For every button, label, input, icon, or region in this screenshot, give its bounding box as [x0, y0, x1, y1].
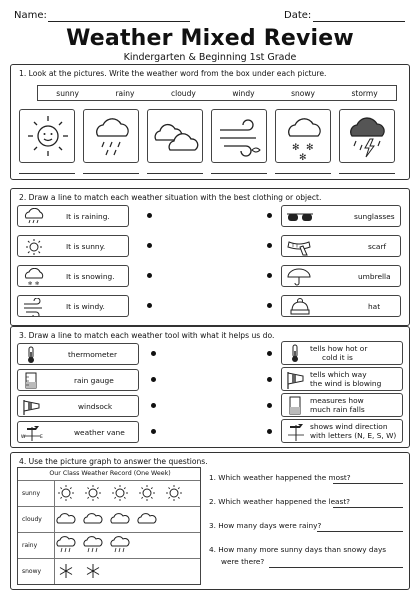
- situation-label: It is windy.: [66, 302, 105, 311]
- situation-windy: [17, 295, 129, 317]
- rain-gauge-icon: [21, 372, 41, 390]
- object-label: hat: [368, 302, 381, 311]
- match-dot-right[interactable]: [267, 213, 272, 218]
- object-sunglasses: [281, 205, 401, 227]
- graph-mark-rainy: [111, 537, 129, 552]
- section-3: [10, 326, 410, 448]
- question-2: 2. Which weather happened the least?: [209, 497, 351, 506]
- word-windy: windy: [232, 88, 255, 98]
- snow-cloud-icon: [276, 110, 332, 164]
- use-label: the wind is blowing: [310, 379, 382, 388]
- object-hat: [281, 295, 401, 317]
- match-dot-right[interactable]: [267, 403, 272, 408]
- picture-graph: [17, 467, 201, 585]
- use-label: tells which way: [310, 370, 367, 379]
- word-box: [37, 85, 397, 101]
- svg-text:✻: ✻: [299, 153, 307, 163]
- match-dot-right[interactable]: [267, 303, 272, 308]
- picture-box-1: [19, 109, 75, 163]
- winter-hat-icon: [285, 298, 315, 316]
- windsock-icon: [21, 398, 43, 416]
- graph-mark-cloudy: [138, 514, 156, 523]
- svg-text:E: E: [40, 435, 43, 440]
- word-sunny: sunny: [56, 88, 79, 98]
- situation-label: It is sunny.: [66, 242, 106, 251]
- tool-label: thermometer: [68, 350, 117, 359]
- scarf-icon: [285, 238, 315, 256]
- question-1: 1. Which weather happened the most?: [209, 473, 351, 482]
- graph-mark-cloudy: [111, 514, 129, 523]
- graph-mark-sunny: [58, 485, 74, 501]
- section-4-heading: 4. Use the picture graph to answer the questions.: [19, 457, 208, 466]
- use-rain-amount: [281, 393, 403, 417]
- use-label: tells how hot or: [310, 344, 368, 353]
- situation-label: It is snowing.: [66, 272, 115, 281]
- picture-box-4: [211, 109, 267, 163]
- answer-line-6[interactable]: [339, 173, 395, 174]
- answer-line-1[interactable]: [19, 173, 75, 174]
- match-dot-left[interactable]: [151, 429, 156, 434]
- use-label: cold it is: [322, 353, 353, 362]
- section-2-heading: 2. Draw a line to match each weather situation with the best clothing or object.: [19, 193, 322, 202]
- tool-thermometer: [17, 343, 139, 365]
- page-title: Weather Mixed Review: [66, 26, 354, 51]
- graph-row-label: snowy: [22, 568, 42, 575]
- situation-snowing: [17, 265, 129, 287]
- section-1: [10, 64, 410, 180]
- svg-text:W: W: [21, 435, 26, 440]
- clouds-icon: [148, 110, 204, 164]
- match-dot-right[interactable]: [267, 429, 272, 434]
- date-label: Date:: [284, 10, 312, 21]
- thermometer-icon: [21, 346, 41, 364]
- svg-text:✻: ✻: [292, 143, 300, 153]
- name-label: Name:: [14, 10, 47, 21]
- answer-line-3[interactable]: [147, 173, 203, 174]
- graph-mark-sunny: [112, 485, 128, 501]
- question-3: 3. How many days were rainy?: [209, 521, 322, 530]
- picture-box-2: [83, 109, 139, 163]
- situation-label: It is raining.: [66, 212, 110, 221]
- answer-line-4[interactable]: [211, 173, 267, 174]
- match-dot-left[interactable]: [147, 273, 152, 278]
- match-dot-left[interactable]: [151, 403, 156, 408]
- object-label: scarf: [368, 242, 387, 251]
- thermometer-icon: [285, 344, 305, 364]
- date-line[interactable]: [313, 21, 405, 22]
- svg-text:✻: ✻: [35, 281, 40, 286]
- use-compass-letters: [281, 419, 403, 443]
- match-dot-right[interactable]: [267, 243, 272, 248]
- rain-cloud-icon: [84, 110, 140, 164]
- graph-mark-cloudy: [84, 514, 102, 523]
- tool-rain-gauge: [17, 369, 139, 391]
- picture-graph-icons: [18, 468, 200, 584]
- sunglasses-icon: [285, 208, 315, 226]
- use-temperature: [281, 341, 403, 365]
- match-dot-left[interactable]: [147, 303, 152, 308]
- answer-line-5[interactable]: [275, 173, 331, 174]
- section-1-heading: 1. Look at the pictures. Write the weather word from the box under each picture.: [19, 69, 327, 78]
- graph-mark-sunny: [166, 485, 182, 501]
- question-4: 4. How many more sunny days than snowy days: [209, 545, 387, 554]
- picture-box-3: [147, 109, 203, 163]
- answer-line-q1[interactable]: [333, 483, 403, 484]
- graph-title: Our Class Weather Record (One Week): [49, 470, 171, 477]
- snow-cloud-icon: [21, 268, 47, 286]
- use-wind-direction: [281, 367, 403, 391]
- sun-icon: [20, 110, 76, 164]
- match-dot-left[interactable]: [151, 377, 156, 382]
- tool-label: rain gauge: [74, 376, 114, 385]
- tool-label: windsock: [78, 402, 113, 411]
- situation-raining: [17, 205, 129, 227]
- graph-row-label: sunny: [22, 490, 41, 497]
- match-dot-right[interactable]: [267, 377, 272, 382]
- windsock-icon: [285, 370, 307, 390]
- tool-label: weather vane: [74, 428, 125, 437]
- graph-row-label: rainy: [22, 542, 38, 549]
- answer-line-q2[interactable]: [333, 507, 403, 508]
- svg-text:✻: ✻: [28, 281, 33, 286]
- section-3-heading: 3. Draw a line to match each weather tool with what it helps us do.: [19, 331, 275, 340]
- word-stormy: stormy: [351, 88, 378, 98]
- answer-line-q3[interactable]: [317, 531, 403, 532]
- graph-mark-sunny: [139, 485, 155, 501]
- graph-mark-sunny: [85, 485, 101, 501]
- graph-row-label: cloudy: [22, 516, 42, 523]
- object-scarf: [281, 235, 401, 257]
- rain-gauge-icon: [285, 396, 305, 416]
- section-4: [10, 452, 410, 590]
- name-line[interactable]: [48, 21, 190, 22]
- use-label: much rain falls: [310, 405, 365, 414]
- graph-mark-rainy: [57, 537, 75, 552]
- tool-windsock: [17, 395, 139, 417]
- match-dot-left[interactable]: [151, 351, 156, 356]
- page-subtitle: Kindergarten & Beginning 1st Grade: [123, 52, 297, 63]
- situation-sunny: [17, 235, 129, 257]
- match-dot-right[interactable]: [267, 273, 272, 278]
- question-4-continued: were there?: [221, 557, 265, 566]
- storm-cloud-icon: [340, 110, 396, 164]
- picture-box-6: [339, 109, 395, 163]
- word-rainy: rainy: [115, 88, 135, 98]
- graph-mark-rainy: [84, 537, 102, 552]
- answer-line-q4[interactable]: [269, 567, 403, 568]
- sun-icon: [21, 238, 47, 256]
- umbrella-icon: [285, 268, 315, 286]
- match-dot-left[interactable]: [147, 243, 152, 248]
- rain-cloud-icon: [21, 208, 47, 226]
- word-cloudy: cloudy: [171, 88, 196, 98]
- weather-vane-icon: [285, 422, 307, 442]
- use-label: with letters (N, E, S, W): [310, 431, 397, 440]
- object-umbrella: [281, 265, 401, 287]
- match-dot-left[interactable]: [147, 213, 152, 218]
- weather-vane-icon: [21, 424, 43, 442]
- use-label: measures how: [310, 396, 364, 405]
- graph-mark-snowy: [60, 564, 72, 578]
- wind-icon: [21, 298, 47, 316]
- graph-mark-snowy: [87, 564, 99, 578]
- section-2: [10, 188, 410, 326]
- match-dot-right[interactable]: [267, 351, 272, 356]
- object-label: umbrella: [358, 272, 391, 281]
- tool-weather-vane: [17, 421, 139, 443]
- graph-mark-cloudy: [57, 514, 75, 523]
- svg-text:✻: ✻: [306, 143, 314, 153]
- use-label: shows wind direction: [310, 422, 388, 431]
- answer-line-2[interactable]: [83, 173, 139, 174]
- wind-icon: [212, 110, 268, 164]
- word-snowy: snowy: [291, 88, 315, 98]
- picture-box-5: [275, 109, 331, 163]
- object-label: sunglasses: [354, 212, 395, 221]
